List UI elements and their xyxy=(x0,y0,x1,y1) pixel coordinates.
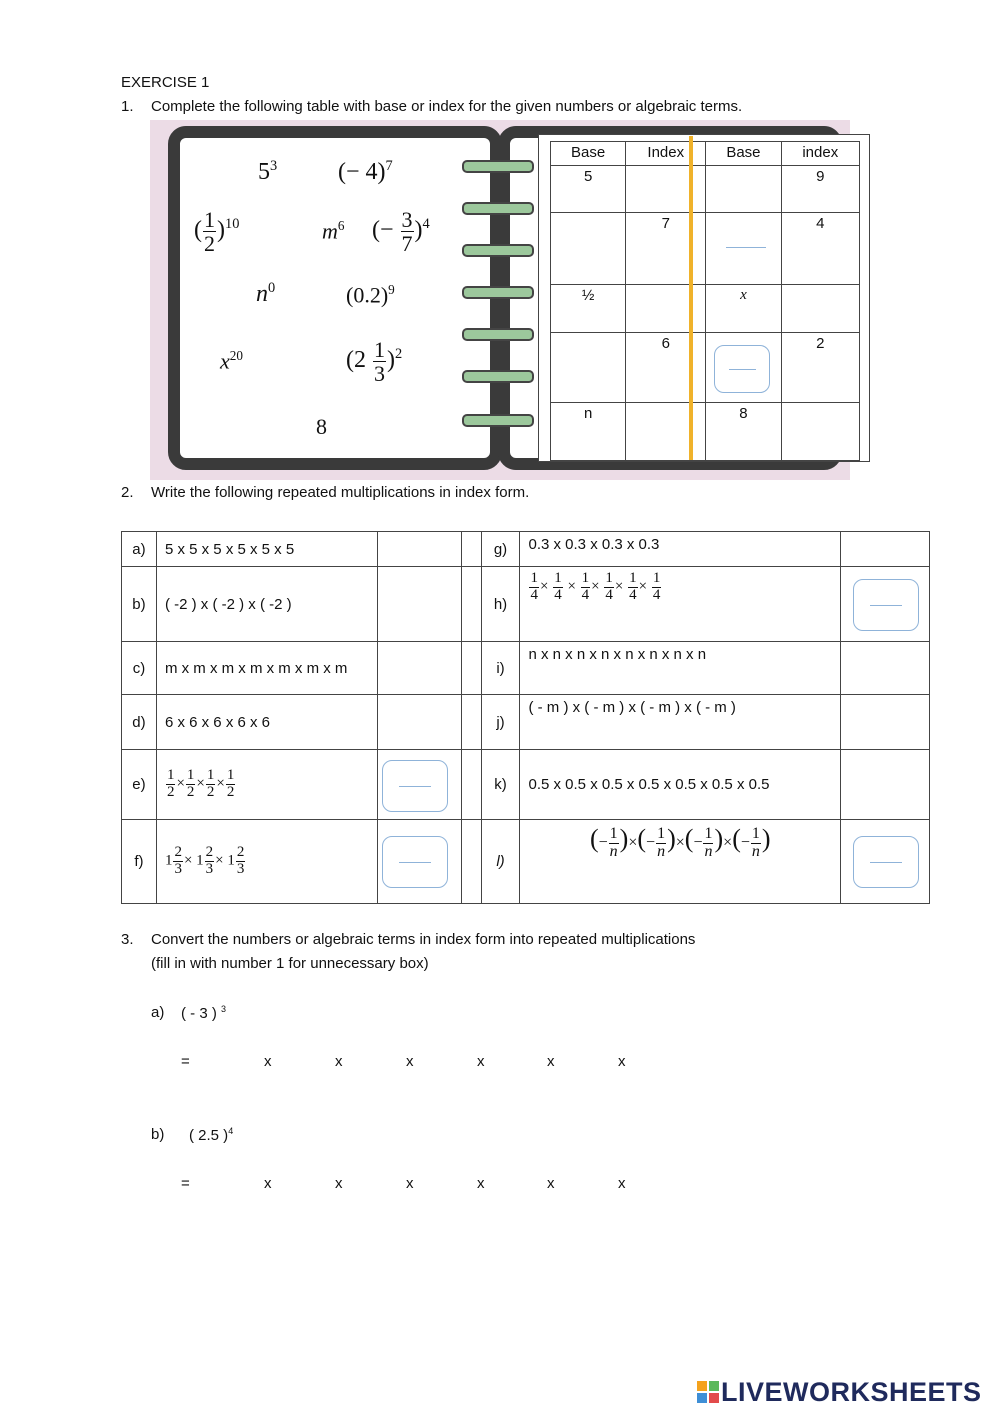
notebook-ring xyxy=(462,328,534,341)
item-label: h) xyxy=(481,567,520,642)
liveworksheets-logo-icon xyxy=(697,1381,719,1403)
item-expression: ( - m ) x ( - m ) x ( - m ) x ( - m ) xyxy=(520,695,841,750)
answer-cell[interactable] xyxy=(841,567,930,642)
times-sign: x xyxy=(406,1053,414,1070)
spacer-cell xyxy=(461,642,481,695)
spacer-cell xyxy=(461,532,481,567)
times-sign: x xyxy=(477,1053,485,1070)
item-expression: $\frac{1}{2}$ × $\frac{1}{2}$ × $\frac{1}{2}$ × $\frac{1}{2}$ xyxy=(156,750,377,820)
q3a-term: ( - 3 ) $^3$ xyxy=(181,1004,227,1022)
item-expression: (− $\frac{1}{n}$ )×(− $\frac{1}{n}$ )×(− $\frac{1}{n}$ )×(− $\frac{1}{n}$ ) xyxy=(520,820,841,904)
table-cell: 4 xyxy=(781,213,859,285)
times-sign: x xyxy=(547,1175,555,1192)
table-cell[interactable] xyxy=(706,166,781,213)
answer-cell[interactable] xyxy=(841,532,930,567)
term-x-pow20: $x^{20}$ xyxy=(220,348,243,374)
table-cell: 9 xyxy=(781,166,859,213)
spacer-cell xyxy=(461,820,481,904)
index-form-table xyxy=(121,531,930,904)
table-cell: 6 xyxy=(626,333,706,403)
term-5-cubed: $5^3$ xyxy=(258,158,278,185)
term-n-pow0: $n^0$ xyxy=(256,280,276,307)
table-cell: 2 xyxy=(781,333,859,403)
table-cell: ½ xyxy=(551,285,626,333)
notebook-ring xyxy=(462,202,534,215)
notebook-ring xyxy=(462,244,534,257)
term-2-one-third-pow2: (2 $\frac{1}{3}$ )$^2$ xyxy=(346,337,403,387)
item-label: i) xyxy=(481,642,520,695)
item-label: g) xyxy=(481,532,520,567)
times-sign: x xyxy=(264,1175,272,1192)
table-cell[interactable] xyxy=(781,285,859,333)
header-index: index xyxy=(781,142,859,166)
answer-box[interactable] xyxy=(382,760,448,812)
header-base: Base xyxy=(551,142,626,166)
answer-cell[interactable] xyxy=(841,642,930,695)
answer-cell[interactable] xyxy=(377,642,461,695)
item-expression: 0.3 x 0.3 x 0.3 x 0.3 xyxy=(520,532,841,567)
notebook-left-page xyxy=(168,126,502,470)
table-cell: 5 xyxy=(551,166,626,213)
term-neg4-pow7: (− 4)$^7$ xyxy=(338,158,393,185)
table-cell[interactable] xyxy=(626,166,706,213)
notebook-ring xyxy=(462,160,534,173)
answer-cell[interactable] xyxy=(377,695,461,750)
notebook-ring xyxy=(462,370,534,383)
table-cell[interactable] xyxy=(626,403,706,461)
q1-text: Complete the following table with base or index for the given numbers or algebraic terms. xyxy=(151,98,743,115)
times-sign: x xyxy=(335,1175,343,1192)
term-0.2-pow9: $(0.2)^9$ xyxy=(346,282,395,308)
item-expression: m x m x m x m x m x m x m xyxy=(156,642,377,695)
table-divider xyxy=(689,136,693,460)
header-base: Base xyxy=(706,142,781,166)
table-cell[interactable] xyxy=(706,213,781,285)
q2-number: 2. xyxy=(121,484,134,501)
item-label: b) xyxy=(122,567,157,642)
times-sign: x xyxy=(335,1053,343,1070)
times-sign: x xyxy=(477,1175,485,1192)
header-index: Index xyxy=(626,142,706,166)
times-sign: x xyxy=(618,1175,626,1192)
table-cell[interactable] xyxy=(551,333,626,403)
table-cell: 7 xyxy=(626,213,706,285)
answer-box[interactable] xyxy=(853,836,919,888)
table-cell[interactable] xyxy=(551,213,626,285)
spacer-cell xyxy=(461,567,481,642)
item-expression: 0.5 x 0.5 x 0.5 x 0.5 x 0.5 x 0.5 x 0.5 xyxy=(520,750,841,820)
q3-note: (fill in with number 1 for unnecessary box) xyxy=(151,955,429,972)
table-cell: x xyxy=(706,285,781,333)
term-m-pow6: $m^6$ xyxy=(322,218,345,244)
item-label: l) xyxy=(481,820,520,904)
q3b-term: ( 2.5 )$^4$ xyxy=(189,1126,234,1144)
table-cell[interactable] xyxy=(626,285,706,333)
equals-sign: = xyxy=(181,1175,190,1192)
item-expression: n x n x n x n x n x n x n x n xyxy=(520,642,841,695)
term-8: 8 xyxy=(316,414,327,439)
term-half-pow10: ( $\frac{1}{2}$ )$^{10}$ xyxy=(194,207,240,257)
table-cell: 8 xyxy=(706,403,781,461)
answer-box[interactable] xyxy=(382,836,448,888)
answer-cell[interactable] xyxy=(841,750,930,820)
answer-cell[interactable] xyxy=(841,695,930,750)
item-expression: ( -2 ) x ( -2 ) x ( -2 ) xyxy=(156,567,377,642)
q3a-label: a) xyxy=(151,1004,165,1021)
item-expression: 6 x 6 x 6 x 6 x 6 xyxy=(156,695,377,750)
q3-number: 3. xyxy=(121,931,134,948)
item-label: d) xyxy=(122,695,157,750)
q2-text: Write the following repeated multiplications in index form. xyxy=(151,484,530,501)
notebook-ring xyxy=(462,414,534,427)
item-label: c) xyxy=(122,642,157,695)
answer-cell[interactable] xyxy=(377,567,461,642)
q3-text: Convert the numbers or algebraic terms in index form into repeated multiplications xyxy=(151,931,696,948)
term-neg-three-sevenths-pow4: (− $\frac{3}{7}$ )$^4$ xyxy=(372,207,430,257)
times-sign: x xyxy=(264,1053,272,1070)
item-expression: $\frac{1}{4}$ × $\frac{1}{4}$ × $\frac{1}{4}$ × $\frac{1}{4}$ × $\frac{1}{4}$ × $\frac{1}{4}$ xyxy=(520,567,841,642)
notebook-ring xyxy=(462,286,534,299)
exercise-heading: EXERCISE 1 xyxy=(121,74,210,91)
times-sign: x xyxy=(547,1053,555,1070)
answer-line[interactable] xyxy=(726,247,766,248)
times-sign: x xyxy=(406,1175,414,1192)
item-label: j) xyxy=(481,695,520,750)
item-expression: 5 x 5 x 5 x 5 x 5 x 5 xyxy=(156,532,377,567)
answer-cell[interactable] xyxy=(841,820,930,904)
q1-number: 1. xyxy=(121,98,134,115)
liveworksheets-brand: LIVEWORKSHEETS xyxy=(721,1377,982,1407)
answer-box[interactable] xyxy=(853,579,919,631)
table-cell: n xyxy=(551,403,626,461)
answer-box[interactable] xyxy=(714,345,770,393)
table-cell[interactable] xyxy=(706,333,781,403)
equals-sign: = xyxy=(181,1053,190,1070)
table-cell[interactable] xyxy=(781,403,859,461)
item-label: k) xyxy=(481,750,520,820)
item-label: a) xyxy=(122,532,157,567)
item-label: e) xyxy=(122,750,157,820)
times-sign: x xyxy=(618,1053,626,1070)
spacer-cell xyxy=(461,695,481,750)
item-label: f) xyxy=(122,820,157,904)
answer-cell[interactable] xyxy=(377,750,461,820)
answer-cell[interactable] xyxy=(377,532,461,567)
spacer-cell xyxy=(461,750,481,820)
answer-cell[interactable] xyxy=(377,820,461,904)
base-index-table xyxy=(550,141,860,461)
item-expression: 1 $\frac{2}{3}$ × 1 $\frac{2}{3}$ × 1 $\frac{2}{3}$ xyxy=(156,820,377,904)
q3b-label: b) xyxy=(151,1126,165,1143)
